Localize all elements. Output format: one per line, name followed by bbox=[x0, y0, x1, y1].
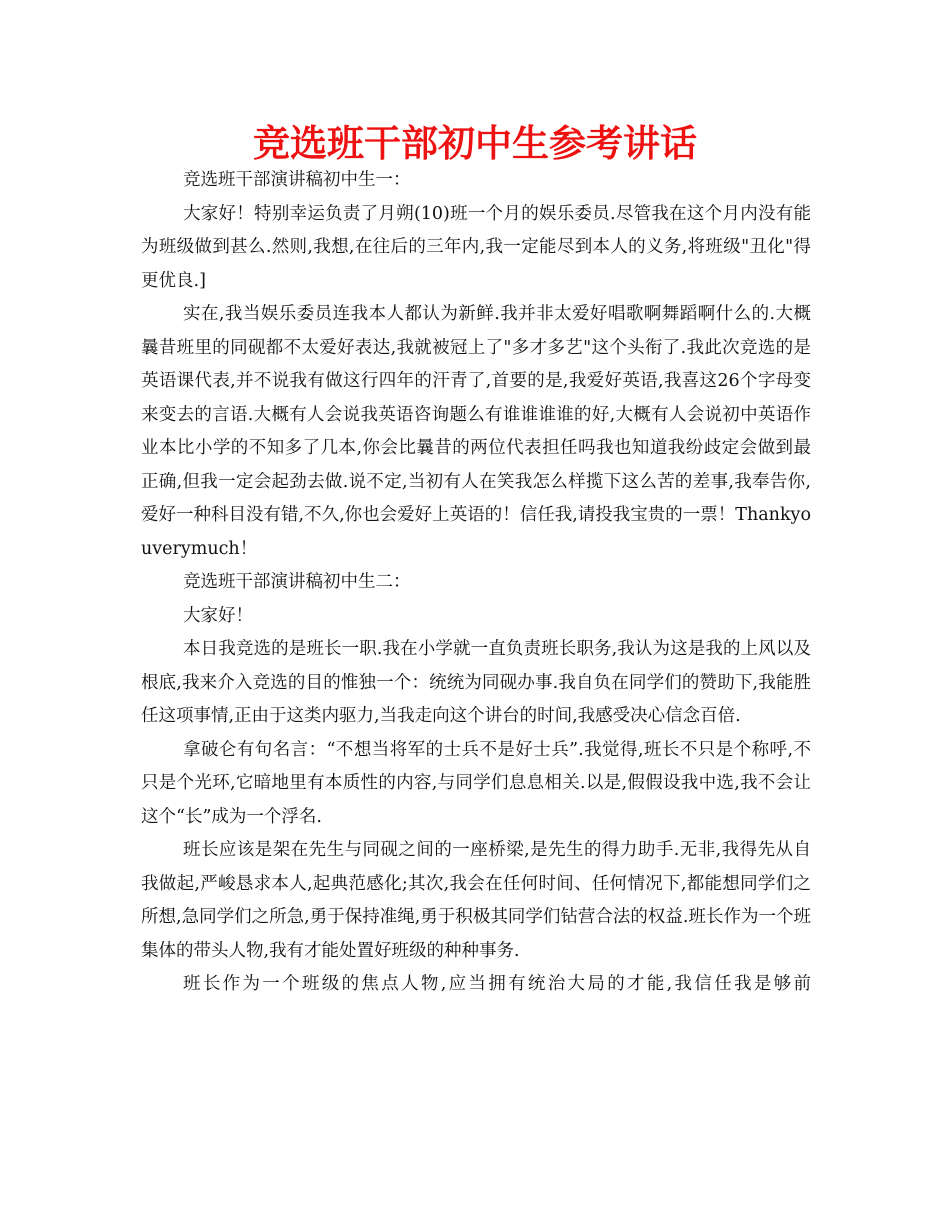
paragraph: 拿破仑有句名言：“不想当将军的士兵不是好士兵”.我觉得,班长不只是个称呼,不只是个光环,它暗地里有本质性的内容,与同学们息息相关.以是,假假设我中选,我不会让这个“长”成为一个浮名. bbox=[141, 739, 811, 827]
paragraph-heading-one: 竞选班干部演讲稿初中生一： bbox=[183, 170, 411, 190]
document-title: 竞选班干部初中生参考讲话 bbox=[253, 122, 697, 165]
paragraph: 实在,我当娱乐委员连我本人都认为新鲜.我并非太爱好唱歌啊舞蹈啊什么的.大概曩昔班里的同砚都不太爱好表达,我就被冠上了"多才多艺"这个头衔了.我此次竞选的是英语课代表,并不说我有做这行四年的汗青了,首要的是,我爱好英语,我喜这26个字母变来变去的言语.大概有人会说我英语咨询题么有谁谁谁谁的好,大概有人会说初中英语作业本比小学的不知多了几本,你会比曩昔的两位代表担任吗我也知道我纷歧定会做到最正确,但我一定会起劲去做.说不定,当初有人在笑我怎么样揽下这么苦的差事,我奉告你,爱好一种科目没有错,不久,你也会爱好上英语的！信任我,请投我宝贵的一票！Thankyouverymuch！ bbox=[141, 304, 811, 559]
paragraph-heading-two: 竞选班干部演讲稿初中生二： bbox=[183, 572, 411, 592]
document-body bbox=[141, 164, 811, 1002]
paragraph: 本日我竞选的是班长一职.我在小学就一直负责班长职务,我认为这是我的上风以及根底,我来介入竞选的目的惟独一个：统统为同砚办事.我自负在同学们的赞助下,我能胜任这项事情,正由于这类内驱力,当我走向这个讲台的时间,我感受决心信念百倍. bbox=[141, 639, 811, 726]
paragraph-greeting: 大家好！ bbox=[183, 605, 253, 626]
paragraph: 大家好！特别幸运负责了月朔(10)班一个月的娱乐委员.尽管我在这个月内没有能为班级做到甚么.然则,我想,在往后的三年内,我一定能尽到本人的义务,将班级"丑化"得更优良.] bbox=[141, 203, 811, 291]
paragraph: 班长应该是架在先生与同砚之间的一座桥梁,是先生的得力助手.无非,我得先从自我做起,严峻恳求本人,起典范感化;其次,我会在任何时间、任何情况下,都能想同学们之所想,急同学们之所急,勇于保持准绳,勇于积极其同学们钻营合法的权益.班长作为一个班集体的带头人物,我有才能处置好班级的种种事务. bbox=[141, 840, 811, 961]
paragraph-truncated: 班长作为一个班级的焦点人物,应当拥有统治大局的才能,我信任我是够前 bbox=[183, 974, 811, 994]
